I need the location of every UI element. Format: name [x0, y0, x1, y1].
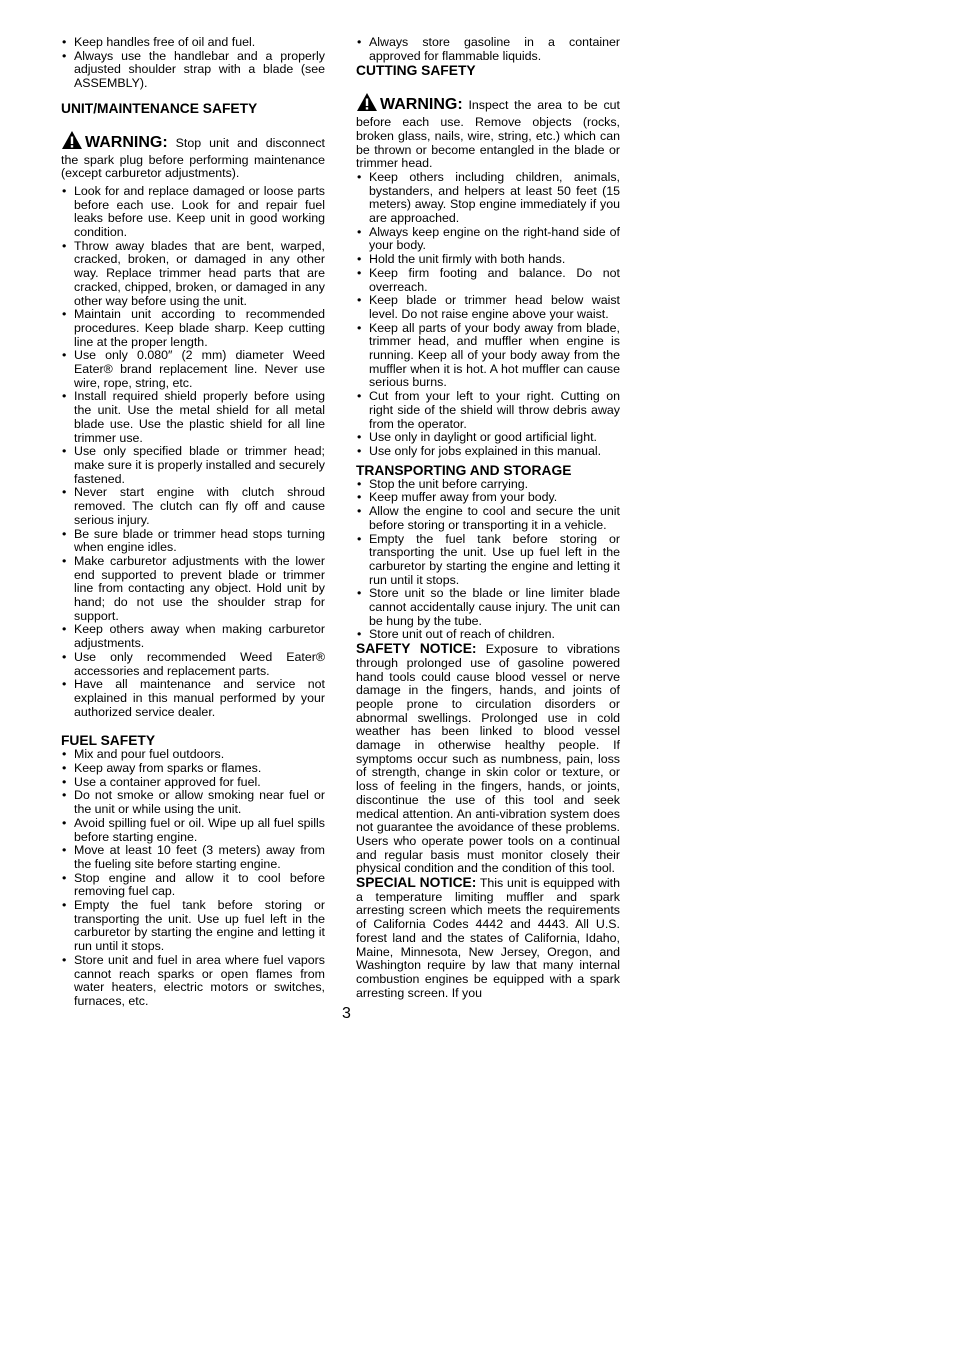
page-number: 3 [342, 1005, 351, 1022]
cutting-safety-heading: CUTTING SAFETY [356, 63, 476, 79]
list-item: • Store unit and fuel in area where fuel vapors cannot reach sparks or open flames from water heaters, electric motors or switches, furnaces, etc. [61, 954, 325, 1009]
list-item: • Make carburetor adjustments with the lower end supported to prevent blade or trimmer line from contacting any object. Hold unit by hand; do not use the shoulder strap for support. [61, 555, 325, 624]
list-item: • Look for and replace damaged or loose parts before each use. Look for and repair fuel leaks before use. Keep unit in good working condition. [61, 185, 325, 240]
safety-notice-label: SAFETY NOTICE: [356, 641, 477, 657]
left-intro-list [61, 36, 325, 91]
list-item: • Use only specified blade or trimmer head; make sure it is properly installed and securely fastened. [61, 445, 325, 486]
fuel-safety-heading: FUEL SAFETY [61, 733, 156, 749]
safety-notice [356, 642, 620, 876]
list-item: • Cut from your left to your right. Cutting on right side of the shield will throw debris away from the operator. [356, 390, 620, 431]
list-item: • Store unit so the blade or line limiter blade cannot accidentally cause injury. The unit can be hung by the tube. [356, 587, 620, 628]
list-item: • Never start engine with clutch shroud removed. The clutch can fly off and cause serious injury. [61, 486, 325, 527]
list-item: • Always keep engine on the right-hand side of your body. [356, 226, 620, 253]
unit-warning [61, 130, 325, 181]
special-notice [356, 876, 620, 1000]
list-item: • Use only recommended Weed Eater® accessories and replacement parts. [61, 651, 325, 678]
list-item: • Stop engine and allow it to cool before removing fuel cap. [61, 872, 325, 899]
list-item: • Keep blade or trimmer head below waist level. Do not raise engine above your waist. [356, 294, 620, 321]
list-item: • Keep others away when making carburetor adjustments. [61, 623, 325, 650]
list-item: • Allow the engine to cool and secure the unit before storing or transporting it in a vehicle. [356, 505, 620, 532]
transporting-storage-heading: TRANSPORTING AND STORAGE [356, 462, 572, 478]
list-item: • Install required shield properly before using the unit. Use the metal shield for all metal blade use. Use the plastic shield for all line trimmer use. [61, 390, 325, 445]
list-item: • Use only in daylight or good artificial light. [356, 431, 620, 445]
cutting-warning [356, 92, 620, 171]
list-item: • Keep muffer away from your body. [356, 491, 620, 505]
warning-triangle-icon [61, 130, 83, 154]
unit-maintenance-heading: UNIT/MAINTENANCE SAFETY [61, 100, 258, 116]
list-item: • Keep handles free of oil and fuel. [61, 36, 325, 50]
special-notice-label: SPECIAL NOTICE: [356, 875, 477, 891]
list-item: • Stop the unit before carrying. [356, 478, 620, 492]
warning-text: Inspect the area to be cut before each use. Remove objects (rocks, broken glass, nails, wire, string, etc.) which can be thrown or become entangled in the blade or trimmer head. [356, 98, 620, 171]
list-item: • Do not smoke or allow smoking near fuel or the unit or while using the unit. [61, 789, 325, 816]
list-item: • Use a container approved for fuel. [61, 776, 325, 790]
unit-maintenance-list [61, 185, 325, 719]
fuel-safety-list [61, 748, 325, 1008]
left-column [61, 36, 325, 1009]
list-item: • Mix and pour fuel outdoors. [61, 748, 325, 762]
warning-triangle-icon [356, 92, 378, 116]
list-item: • Be sure blade or trimmer head stops turning when engine idles. [61, 528, 325, 555]
right-column [356, 36, 620, 1000]
right-intro-list [356, 36, 620, 63]
list-item: • Avoid spilling fuel or oil. Wipe up all fuel spills before starting engine. [61, 817, 325, 844]
list-item: • Have all maintenance and service not explained in this manual performed by your authorized service dealer. [61, 678, 325, 719]
special-notice-text: This unit is equipped with a temperature limiting muffler and spark arresting screen which meets the requirements of California Codes 4442 and 4443. All U.S. forest land and the states of California, Idaho, Maine, Minnesota, New Jersey, Oregon, and Washington require by law that many internal combustion engines be equipped with a spark arresting screen. If you [356, 876, 620, 1000]
list-item: • Throw away blades that are bent, warped, cracked, broken, or damaged in any other way. Replace trimmer head parts that are cracked, chipped, broken, or damaged in any other way before using the unit. [61, 240, 325, 309]
list-item: • Store unit out of reach of children. [356, 628, 620, 642]
list-item: • Empty the fuel tank before storing or transporting the unit. Use up fuel left in the carburetor by starting the engine and letting it run until it stops. [356, 533, 620, 588]
warning-label: WARNING: [380, 96, 463, 114]
warning-label: WARNING: [85, 133, 168, 151]
list-item: • Maintain unit according to recommended procedures. Keep blade sharp. Keep cutting line at the proper length. [61, 308, 325, 349]
list-item: • Hold the unit firmly with both hands. [356, 253, 620, 267]
list-item: • Move at least 10 feet (3 meters) away from the fueling site before starting engine. [61, 844, 325, 871]
transporting-storage-list [356, 478, 620, 642]
list-item: • Always store gasoline in a container approved for flammable liquids. [356, 36, 620, 63]
list-item: • Use only 0.080″ (2 mm) diameter Weed Eater® brand replacement line. Never use wire, rope, string, etc. [61, 349, 325, 390]
list-item: • Keep all parts of your body away from blade, trimmer head, and muffler when engine is running. Keep all of your body away from the muffler when it is hot. A hot muffler can cause serious burns. [356, 322, 620, 391]
safety-notice-text: Exposure to vibrations through prolonged use of gasoline powered hand tools could cause blood vessel or nerve damage in the fingers, hands, and joints of people prone to circulation disorders or abnormal swellings. Prolonged use in cold weather has been linked to blood vessel damage in otherwise healthy people. If symptoms occur such as numbness, pain, loss of strength, change in skin color or texture, or loss of feeling in the fingers, hands, or joints, discontinue the use of this tool and seek medical attention. An anti-vibration system does not guarantee the avoidance of these problems. Users who operate power tools on a continual and regular basis must monitor closely their physical condition and the condition of this tool. [356, 642, 620, 876]
list-item: • Keep away from sparks or flames. [61, 762, 325, 776]
list-item: • Keep firm footing and balance. Do not overreach. [356, 267, 620, 294]
warning-text: Stop unit and disconnect the spark plug before performing maintenance (except carburetor adjustments). [61, 135, 325, 181]
cutting-safety-list [356, 171, 620, 459]
list-item: • Keep others including children, animals, bystanders, and helpers at least 50 feet (15 meters) away. Stop engine immediately if you are approached. [356, 171, 620, 226]
list-item: • Empty the fuel tank before storing or transporting the unit. Use up fuel left in the carburetor by starting the engine and letting it run until it stops. [61, 899, 325, 954]
list-item: • Always use the handlebar and a properly adjusted shoulder strap with a blade (see ASSEMBLY). [61, 50, 325, 91]
list-item: • Use only for jobs explained in this manual. [356, 445, 620, 459]
